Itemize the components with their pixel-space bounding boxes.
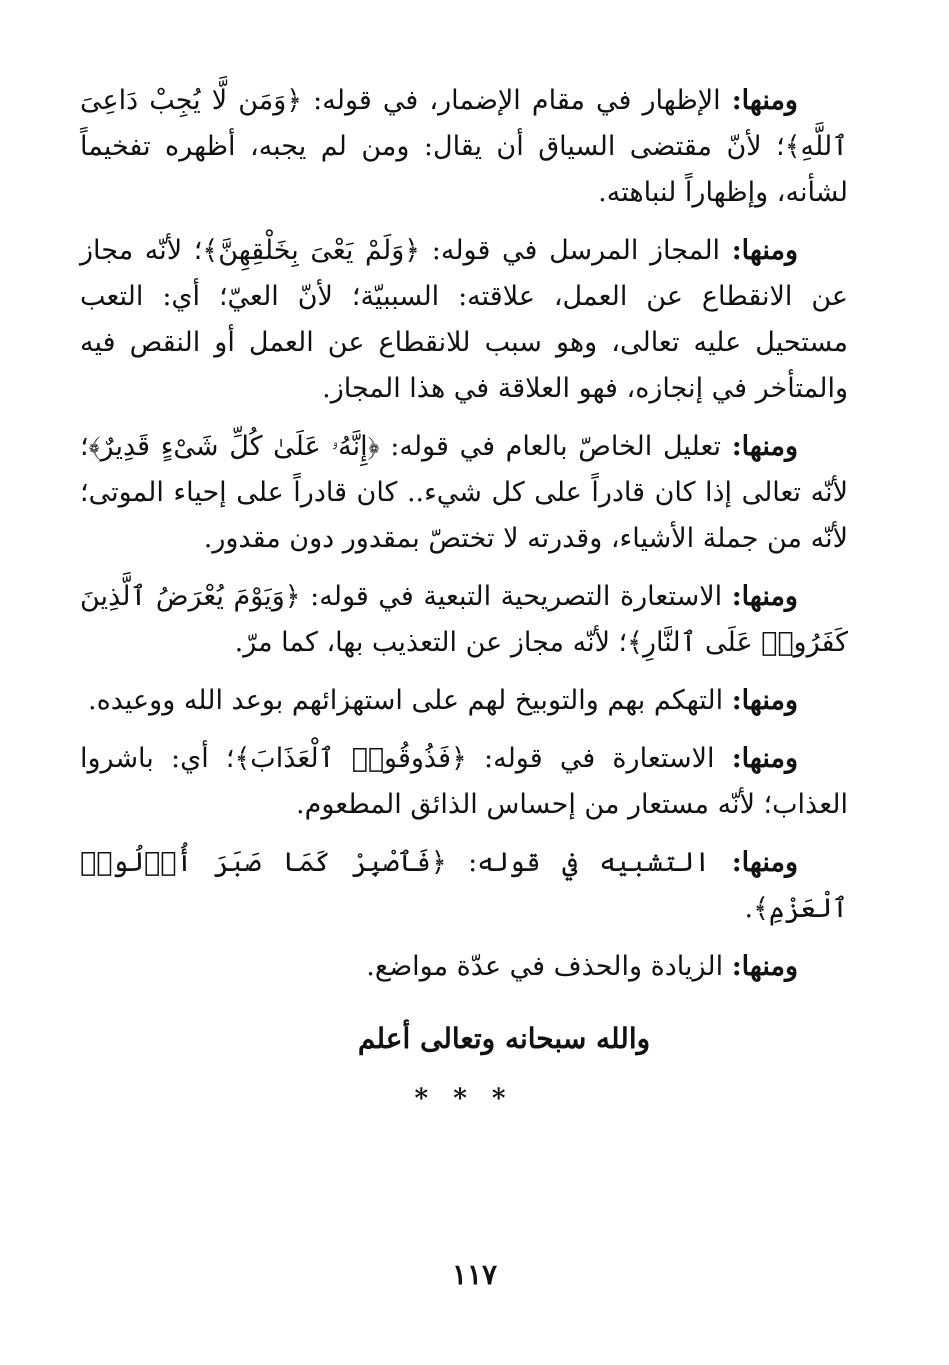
paragraph-lead: ومنها: <box>731 951 798 982</box>
paragraph-text: التشبيه في قوله: ﴿فَٱصْبِرْ كَمَا صَبَرَ أُو۟لُوا۟ ٱلْعَزْمِ﴾. <box>80 847 848 924</box>
paragraph-text: تعليل الخاصّ بالعام في قوله: ﴿إِنَّهُۥ عَلَىٰ كُلِّ شَىْءٍ قَدِيرٌ﴾؛ لأنّه تعالى إذا كان قادراً على كل شيء.. كان قادراً على إحياء الموتى؛ لأنّه من جملة الأشياء، وقدرته لا تختصّ بمقدور دون مقدور. <box>80 431 848 554</box>
paragraph <box>80 78 848 216</box>
paragraph-text: الاستعارة في قوله: ﴿فَذُوقُوا۟ ٱلْعَذَابَ﴾؛ أي: باشروا العذاب؛ لأنّه مستعار من إحساس الذائق المطعوم. <box>80 743 848 820</box>
paragraph-lead: ومنها: <box>731 85 798 116</box>
paragraph <box>80 840 848 932</box>
paragraph <box>80 944 848 990</box>
paragraph-lead: ومنها: <box>731 235 798 266</box>
paragraph-lead: ومنها: <box>731 743 798 774</box>
paragraph-text: الاستعارة التصريحية التبعية في قوله: ﴿وَيَوْمَ يُعْرَضُ ٱلَّذِينَ كَفَرُوا۟ عَلَى ٱلنَّارِ﴾؛ لأنّه مجاز عن التعذيب بها، كما مرّ. <box>80 581 848 658</box>
paragraph <box>80 228 848 412</box>
paragraph-lead: ومنها: <box>731 431 798 462</box>
section-separator: * * * <box>414 1084 514 1114</box>
paragraph-text: الزيادة والحذف في عدّة مواضع. <box>366 951 724 982</box>
paragraph-lead: ومنها: <box>731 685 798 716</box>
paragraph-text: الإظهار في مقام الإضمار، في قوله: ﴿وَمَن لَّا يُجِبْ دَاعِىَ ٱللَّهِ﴾؛ لأنّ مقتضى السياق أن يقال: ومن لم يجبه، أظهره تفخيماً لشأنه، وإظهاراً لنباهته. <box>80 85 848 208</box>
paragraph-lead: ومنها: <box>731 847 798 878</box>
paragraph <box>80 574 848 666</box>
paragraph-text: المجاز المرسل في قوله: ﴿وَلَمْ يَعْىَ بِخَلْقِهِنَّ﴾؛ لأنّه مجاز عن الانقطاع عن العمل، علاقته: السببيّة؛ لأنّ العيّ؛ أي: التعب مستحيل عليه تعالى، وهو سبب للانقطاع عن العمل أو النقص فيه والمتأخر في إنجازه، فهو العلاقة في هذا المجاز. <box>80 235 848 404</box>
paragraph <box>80 736 848 828</box>
paragraph <box>80 678 848 724</box>
closing-formula: والله سبحانه وتعالى أعلم <box>357 1022 651 1055</box>
page-number: ١١٧ <box>451 1258 498 1291</box>
paragraph <box>80 424 848 562</box>
page-body <box>80 78 848 1122</box>
paragraph-text: التهكم بهم والتوبيخ لهم على استهزائهم بوعد الله ووعيده. <box>88 685 724 716</box>
paragraph-lead: ومنها: <box>731 581 798 612</box>
